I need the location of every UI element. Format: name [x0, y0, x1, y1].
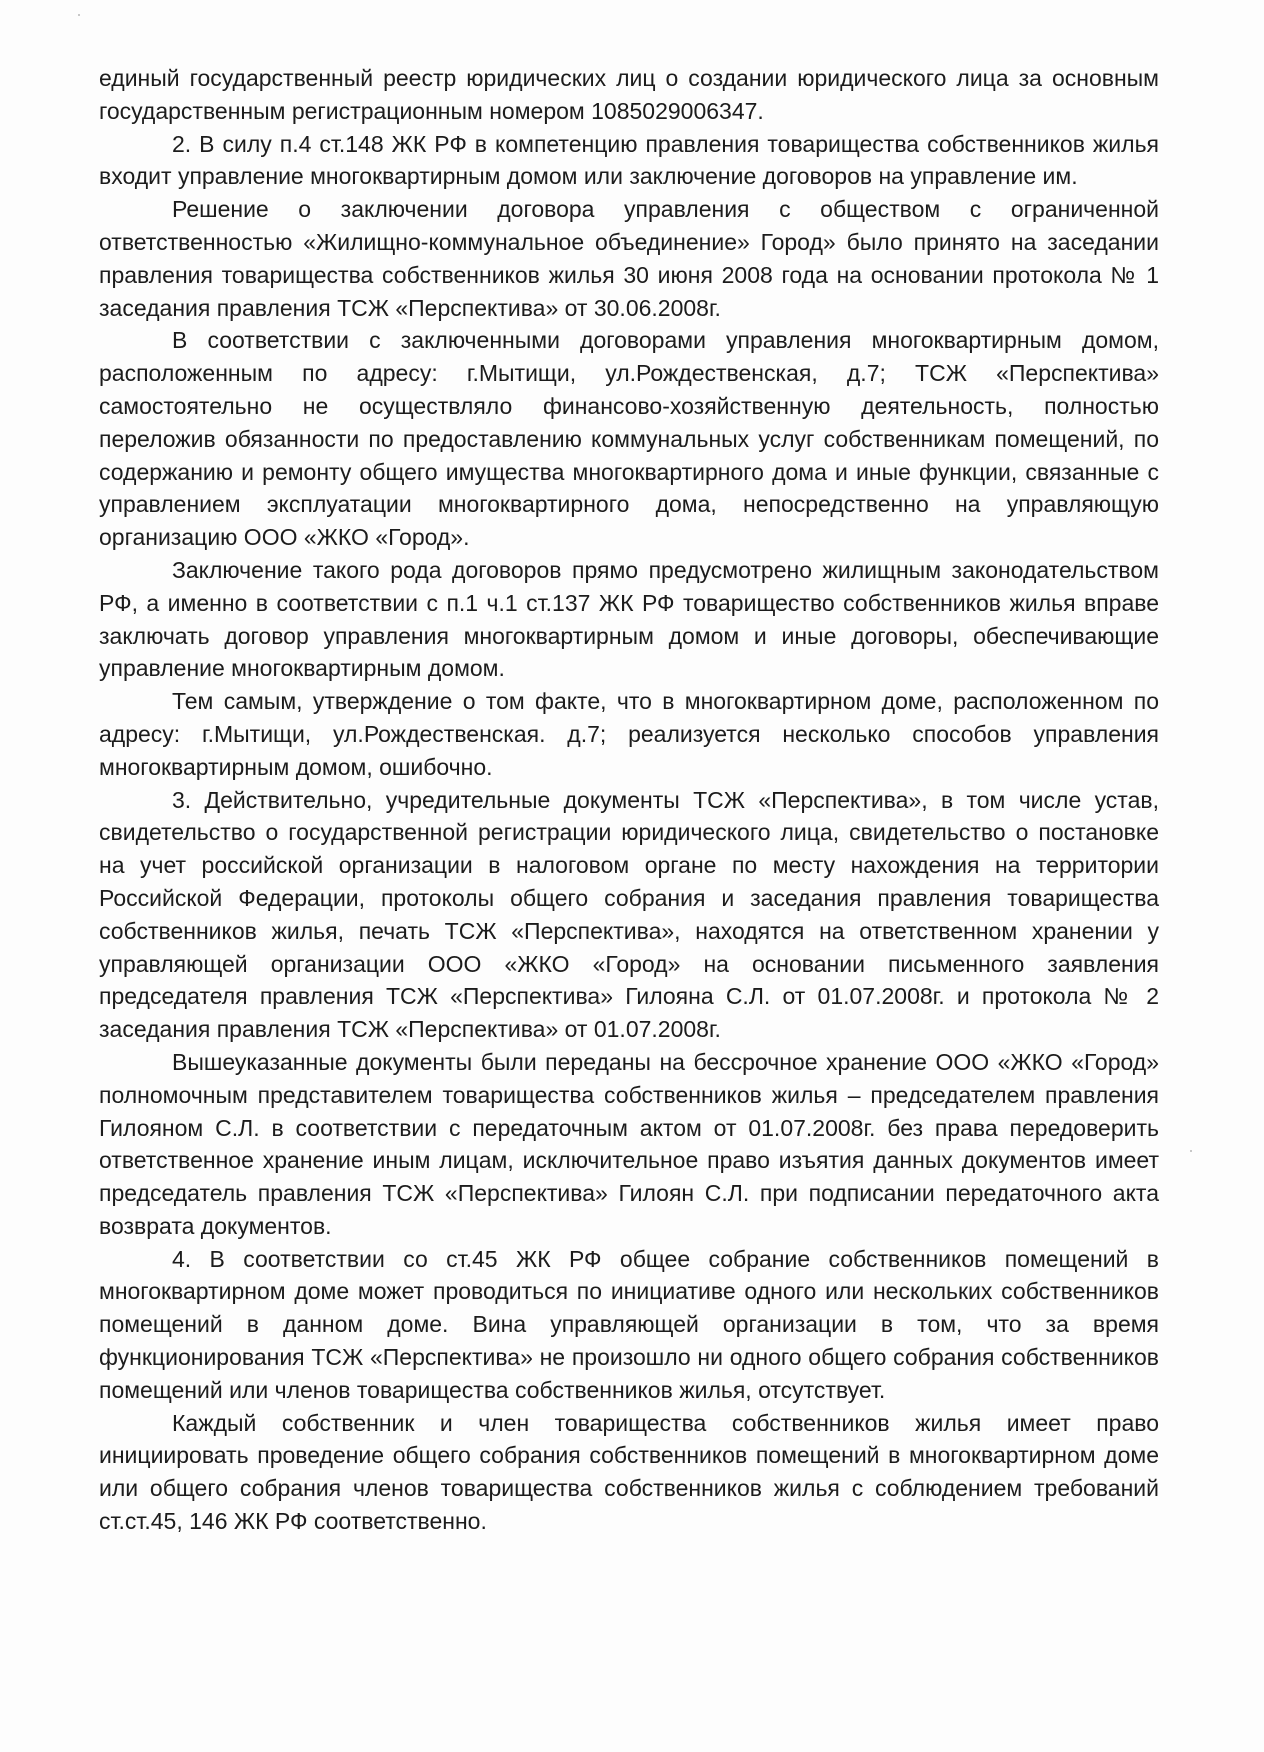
scan-speck: [78, 14, 80, 16]
document-body: [99, 62, 1159, 1538]
paragraph-item-4: 4. В соответствии со ст.45 ЖК РФ общее собрание собственников помещений в многоквартирном доме может проводиться по инициативе одного или нескольких собственников помещений в данном доме. Вина управляющей организации в том, что за время функционирования ТСЖ «Перспектива» не произошло ни одного общего собрания собственников помещений или членов товарищества собственников жилья, отсутствует.: [99, 1245, 1159, 1403]
paragraph-owner-rights: Каждый собственник и член товарищества собственников жилья имеет право инициировать проведение общего собрания собственников помещений в многоквартирном доме или общего собрания членов товарищества собственников жилья с соблюдением требований ст.ст.45, 146 ЖК РФ соответственно.: [99, 1409, 1159, 1535]
paragraph-item-2: 2. В силу п.4 ст.148 ЖК РФ в компетенцию правления товарищества собственников жилья входит управление многоквартирным домом или заключение договоров на управление им.: [99, 130, 1159, 190]
paragraph-decision: Решение о заключении договора управления с обществом с ограниченной ответственностью «Жилищно-коммунальное объединение» Город» было принято на заседании правления товарищества собственников жилья 30 июня 2008 года на основании протокола № 1 заседания правления ТСЖ «Перспектива» от 30.06.2008г.: [99, 196, 1159, 321]
paragraph-item-3: 3. Действительно, учредительные документы ТСЖ «Перспектива», в том числе устав, свидетельство о государственной регистрации юридического лица, свидетельство о постановке на учет российской организации в налоговом органе по месту нахождения на территории Российской Федерации, протоколы общего собрания и заседания правления товарищества собственников жилья, печать ТСЖ «Перспектива», находятся на ответственном хранении у управляющей организации ООО «ЖКО «Город» на основании письменного заявления председателя правления ТСЖ «Перспектива» Гилояна С.Л. от 01.07.2008г. и протокола № 2 заседания правления ТСЖ «Перспектива» от 01.07.2008г.: [99, 786, 1159, 1043]
paragraph-legal-basis: Заключение такого рода договоров прямо предусмотрено жилищным законодательством РФ, а именно в соответствии с п.1 ч.1 ст.137 ЖК РФ товарищество собственников жилья вправе заключать договор управления многоквартирным домом и иные договоры, обеспечивающие управление многоквартирным домом.: [99, 556, 1159, 682]
paragraph-conclusion: Тем самым, утверждение о том факте, что в многоквартирном доме, расположенном по адресу: г.Мытищи, ул.Рождественская. д.7; реализуется несколько способов управления многоквартирным домом, ошибочно.: [99, 688, 1159, 780]
paragraph-continuation: единый государственный реестр юридических лиц о создании юридического лица за основным государственным регистрационным номером 1085029006347.: [99, 65, 1159, 124]
paragraph-management-contracts: В соответствии с заключенными договорами управления многоквартирным домом, расположенным по адресу: г.Мытищи, ул.Рождественская, д.7; ТСЖ «Перспектива» самостоятельно не осуществляло финансово-хозяйственную деятельность, полностью переложив обязанности по предоставлению коммунальных услуг собственникам помещений, по содержанию и ремонту общего имущества многоквартирного дома и иные функции, связанные с управлением эксплуатации многоквартирного дома, непосредственно на управляющую организацию ООО «ЖКО «Город».: [99, 327, 1159, 551]
scan-speck: [1190, 1150, 1192, 1152]
paragraph-documents-transfer: Вышеуказанные документы были переданы на бессрочное хранение ООО «ЖКО «Город» полномочным представителем товарищества собственников жилья – председателем правления Гилояном С.Л. в соответствии с передаточным актом от 01.07.2008г. без права передоверить ответственное хранение иным лицам, исключительное право изъятия данных документов имеет председатель правления ТСЖ «Перспектива» Гилоян С.Л. при подписании передаточного акта возврата документов.: [99, 1048, 1159, 1239]
